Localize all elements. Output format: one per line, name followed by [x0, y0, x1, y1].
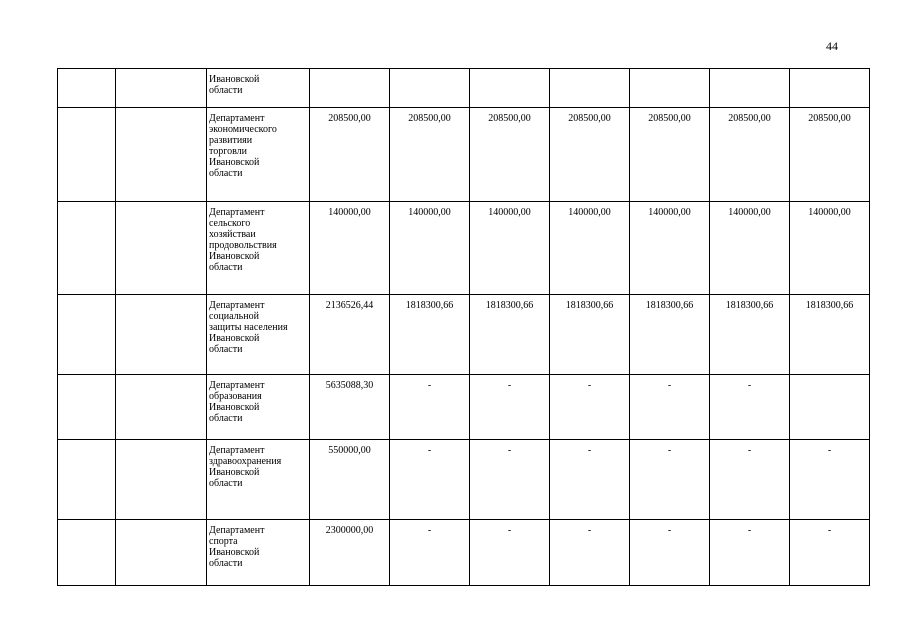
value-cell: - — [790, 440, 870, 520]
value-cell: 208500,00 — [790, 108, 870, 202]
value-cell: - — [550, 375, 630, 440]
value-cell: - — [710, 520, 790, 586]
organization-name: Ивановской области — [207, 69, 310, 108]
value-cell — [390, 69, 470, 108]
value-cell: - — [630, 520, 710, 586]
cell-blank — [58, 520, 116, 586]
value-cell: 208500,00 — [390, 108, 470, 202]
table-row — [58, 108, 870, 202]
cell-blank — [58, 69, 116, 108]
value-cell: 5635088,30 — [310, 375, 390, 440]
value-cell: - — [470, 440, 550, 520]
value-cell: 1818300,66 — [790, 295, 870, 375]
value-cell: - — [710, 440, 790, 520]
cell-blank — [116, 295, 207, 375]
table-row — [58, 520, 870, 586]
value-cell: 208500,00 — [630, 108, 710, 202]
organization-name: Департамент спорта Ивановской области — [207, 520, 310, 586]
value-cell: - — [550, 520, 630, 586]
budget-table — [57, 68, 870, 586]
organization-name: Департамент здравоохранения Ивановской области — [207, 440, 310, 520]
value-cell — [710, 69, 790, 108]
value-cell: - — [790, 520, 870, 586]
value-cell: 208500,00 — [550, 108, 630, 202]
value-cell — [470, 69, 550, 108]
value-cell: 140000,00 — [550, 202, 630, 295]
value-cell: - — [470, 520, 550, 586]
value-cell: 140000,00 — [470, 202, 550, 295]
value-cell: 208500,00 — [470, 108, 550, 202]
table-row — [58, 295, 870, 375]
table-row — [58, 202, 870, 295]
value-cell: - — [630, 375, 710, 440]
value-cell: 1818300,66 — [390, 295, 470, 375]
cell-blank — [116, 69, 207, 108]
cell-blank — [58, 295, 116, 375]
value-cell: 208500,00 — [710, 108, 790, 202]
cell-blank — [116, 440, 207, 520]
cell-blank — [116, 375, 207, 440]
cell-blank — [58, 202, 116, 295]
value-cell: 140000,00 — [630, 202, 710, 295]
value-cell: 140000,00 — [790, 202, 870, 295]
value-cell: - — [630, 440, 710, 520]
value-cell — [790, 375, 870, 440]
value-cell: - — [550, 440, 630, 520]
value-cell — [550, 69, 630, 108]
organization-name: Департамент экономического развитияи торговли Ивановской области — [207, 108, 310, 202]
value-cell: 2136526,44 — [310, 295, 390, 375]
value-cell: 1818300,66 — [470, 295, 550, 375]
table-row — [58, 69, 870, 108]
value-cell — [310, 69, 390, 108]
value-cell: 1818300,66 — [710, 295, 790, 375]
cell-blank — [116, 108, 207, 202]
value-cell: - — [710, 375, 790, 440]
organization-name: Департамент сельского хозяйстваи продовольствия Ивановской области — [207, 202, 310, 295]
value-cell: - — [390, 440, 470, 520]
cell-blank — [58, 440, 116, 520]
value-cell: 208500,00 — [310, 108, 390, 202]
page-number: 44 — [826, 39, 838, 53]
table-row — [58, 375, 870, 440]
value-cell: - — [470, 375, 550, 440]
organization-name: Департамент социальной защиты населения Ивановской области — [207, 295, 310, 375]
value-cell: - — [390, 520, 470, 586]
cell-blank — [58, 375, 116, 440]
value-cell: 550000,00 — [310, 440, 390, 520]
cell-blank — [116, 520, 207, 586]
value-cell — [630, 69, 710, 108]
value-cell: 140000,00 — [390, 202, 470, 295]
value-cell: 1818300,66 — [630, 295, 710, 375]
cell-blank — [116, 202, 207, 295]
organization-name: Департамент образования Ивановской области — [207, 375, 310, 440]
value-cell: - — [390, 375, 470, 440]
value-cell: 2300000,00 — [310, 520, 390, 586]
value-cell: 140000,00 — [310, 202, 390, 295]
value-cell: 1818300,66 — [550, 295, 630, 375]
table-row — [58, 440, 870, 520]
value-cell: 140000,00 — [710, 202, 790, 295]
cell-blank — [58, 108, 116, 202]
value-cell — [790, 69, 870, 108]
